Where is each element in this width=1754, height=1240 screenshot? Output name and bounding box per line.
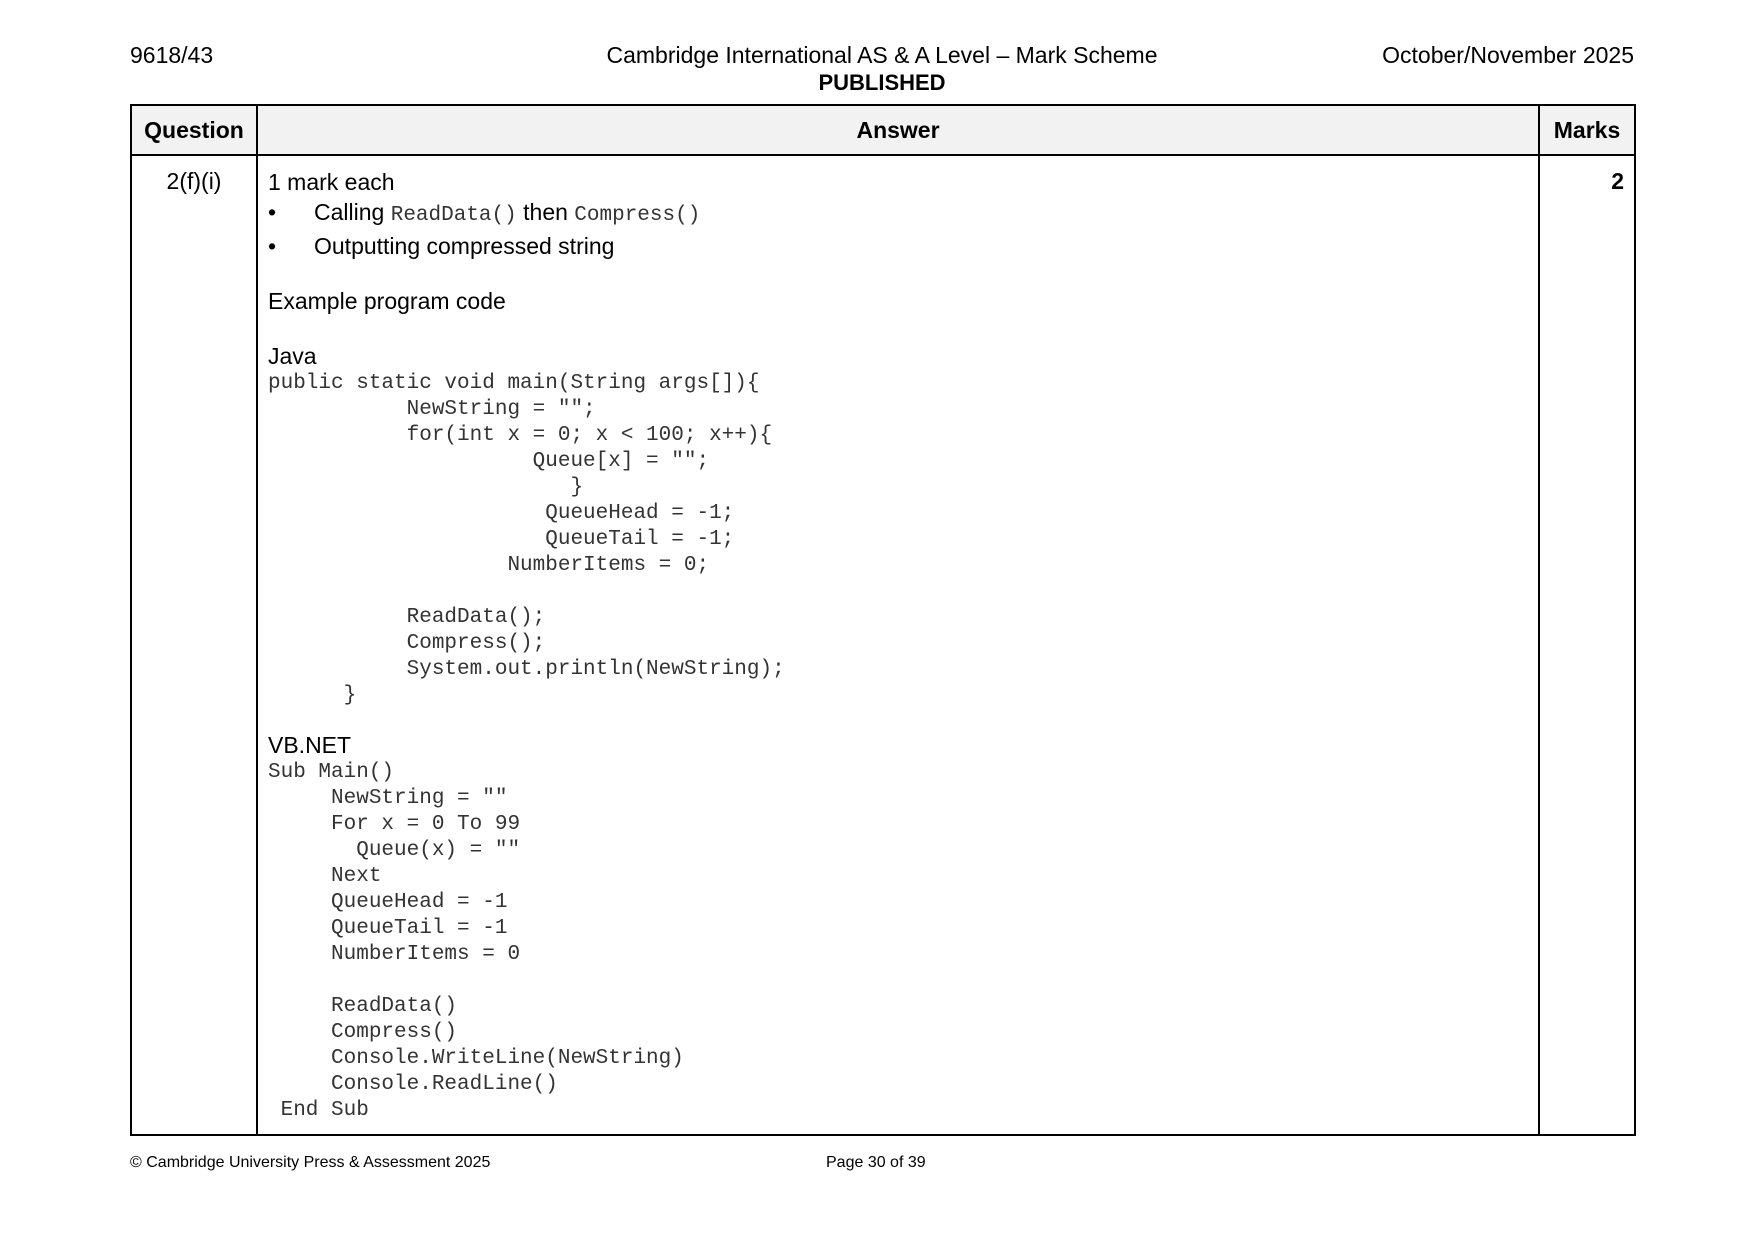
marking-point-mid: then (516, 199, 575, 225)
inline-code: ReadData() (390, 204, 517, 227)
marking-points (268, 197, 1528, 261)
vbnet-label: VB.NET (268, 732, 352, 758)
table-row (131, 155, 1635, 1135)
mark-scheme-table (130, 104, 1636, 1136)
exam-session: October/November 2025 (1382, 42, 1634, 68)
vbnet-code-block: Sub Main() NewString = "" For x = 0 To 99 Queue(x) = "" Next QueueHead = -1 QueueTail = -1 NumberItems = 0 ReadData() Compress() Console.WriteLine(NewString) Console.ReadLine() End Sub (268, 761, 684, 1122)
published-label: PUBLISHED (818, 70, 946, 95)
question-number: 2(f)(i) (131, 155, 257, 1135)
copyright-notice: © Cambridge University Press & Assessment 2025 (130, 1154, 491, 1171)
page-number: Page 30 of 39 (826, 1154, 926, 1171)
column-header-question: Question (131, 105, 257, 155)
marking-point (268, 197, 1528, 231)
paper-code: 9618/43 (130, 42, 214, 68)
marks-value: 2 (1539, 155, 1635, 1135)
java-code-block: public static void main(String args[]){ NewString = ""; for(int x = 0; x < 100; x++){ Queue[x] = ""; } QueueHead = -1; QueueTail = -1; NumberItems = 0; ReadData(); Compress(); System.out.println(NewString); } (268, 372, 785, 707)
inline-code: Compress() (574, 204, 701, 227)
column-header-answer: Answer (257, 105, 1539, 155)
example-heading: Example program code (268, 288, 506, 314)
marking-point-prefix: Calling (314, 199, 391, 225)
java-label: Java (268, 343, 317, 369)
table-header-row (131, 105, 1635, 155)
marking-point: • Outputting compressed string (268, 231, 1528, 261)
column-header-marks: Marks (1539, 105, 1635, 155)
document-title: Cambridge International AS & A Level – Mark Scheme (606, 42, 1158, 68)
answer-cell (257, 155, 1539, 1135)
mark-allocation-note: 1 mark each (268, 169, 395, 195)
